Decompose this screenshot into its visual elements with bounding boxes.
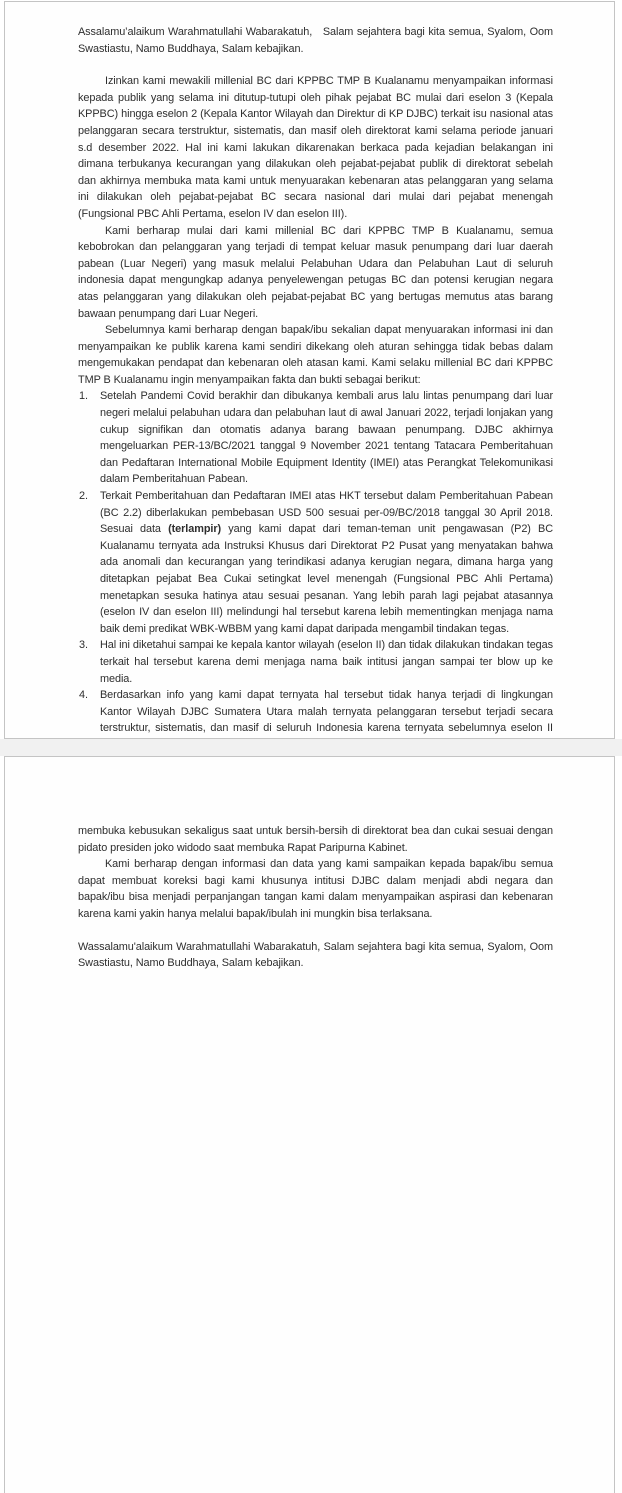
- list-item-3-number: 3.: [79, 639, 88, 652]
- hope-paragraph: Kami berharap mulai dari kami millenial BC dari KPPBC TMP B Kualanamu, semua kebobrokan dan pelanggaran yang terjadi di tempat keluar masuk penumpang dari luar daerah pabean (Luar Negeri) yang masuk melalui Pelabuhan Udara dan Pelabuhan Laut di seluruh indonesia dapat mengungkap adanya penyelewengan petugas BC dan potensi kerugian negara atas pelanggaran yang dilakukan oleh pejabat-pejabat BC yang bertugas memutus atas barang bawaan penumpang dari Luar Negeri.: [78, 224, 553, 320]
- terlampir-bold-text: (terlampir): [168, 523, 222, 536]
- list-item-1-number: 1.: [79, 390, 88, 403]
- closing-salutation-paragraph: Wassalamu'alaikum Warahmatullahi Wabarakatuh, Salam sejahtera bagi kita semua, Syalom, Oom Swastiastu, Namo Buddhaya, Salam kebajikan.: [78, 940, 553, 970]
- list-item-2-text-after: yang kami dapat dari teman-teman unit pengawasan (P2) BC Kualanamu ternyata ada Instruksi Khusus dari Direktorat P2 Pusat yang menyatakan bahwa ada anomali dan kecurangan yang terindikasi adanya kerugian negara, dimana harga yang ditetapkan pejabat Bea Cukai setingkat level menengah (Fungsional PBC Ahli Pertama) menetapkan sesuka hatinya atau sesuai pesanan. Yang lebih parah lagi pejabat atasannya (eselon IV dan eselon III) melindungi hal tersebut karena lebih mementingkan menjaga nama baik demi predikat WBK-WBBM yang kami dapat daripada mengambil tindakan tegas.: [100, 523, 554, 635]
- page-gap: [0, 739, 622, 756]
- document-page-2: [4, 756, 615, 1493]
- document-page-1: [4, 1, 615, 739]
- intro-paragraph: Izinkan kami mewakili millenial BC dari KPPBC TMP B Kualanamu menyampaikan informasi kepada publik yang selama ini ditutup-tutupi oleh pihak pejabat BC mulai dari eselon 3 (Kepala KPPBC) hingga eselon 2 (Kepala Kantor Wilayah dan Direktur di KP DJBC) terkait isu nasional atas pelanggaran secara terstruktur, sistematis, dan masif oleh direktorat kami selama periode januari s.d desember 2022. Hal ini kami lakukan dikarenakan berkaca pada kejadian belakangan ini dimana terbukanya kecurangan yang dilakukan oleh pejabat-pejabat publik di direktorat sebelah dan akhirnya membuka mata kami untuk menyuarakan kebenaran atas pelanggaran yang selama ini dilakukan oleh pejabat-pejabat BC secara nasional dari mulai dari pejabat menengah (Fungsional PBC Ahli Pertama, eselon IV dan eselon III).: [78, 75, 553, 220]
- list-item-2: [78, 488, 553, 637]
- list-item-2-number: 2.: [79, 490, 88, 503]
- continuation-paragraph: membuka kebusukan sekaligus saat untuk bersih-bersih di direktorat bea dan cukai sesuai dengan pidato presiden joko widodo saat membuka Rapat Paripurna Kabinet.: [78, 825, 553, 854]
- closing-hope-paragraph: Kami berharap dengan informasi dan data yang kami sampaikan kepada bapak/ibu semua dapat membuat koreksi bagi kami khusunya intitusi DJBC dalam menjadi abdi negara dan bapak/ibu bisa menjadi perpanjangan tangan kami dalam menyampaikan aspirasi dan kebenaran karena kami yakin hanya melalui bapak/ibulah ini mungkin bisa terlaksana.: [78, 858, 553, 920]
- list-item-1: [78, 388, 553, 488]
- salutation-paragraph: Assalamu’alaikum Warahmatullahi Wabarakatuh, Salam sejahtera bagi kita semua, Syalom, Oom Swastiastu, Namo Buddhaya, Salam kebajikan.: [78, 26, 553, 55]
- list-item-4-number: 4.: [79, 689, 88, 702]
- list-item-3-text: Hal ini diketahui sampai ke kepala kantor wilayah (eselon II) dan tidak dilakukan tindakan tegas terkait hal tersebut karena demi menjaga nama baik intitusi jangan sampai ter blow up ke media.: [100, 639, 553, 685]
- list-item-2-text-before: Terkait Pemberitahuan dan Pedaftaran IMEI atas HKT tersebut dalam Pemberitahuan Pabean (BC 2.2) diberlakukan pembebasan USD 500 sesuai per-09/BC/2018 tanggal 30 April 2018. Sesuai data: [100, 490, 553, 536]
- list-item-4-text: Berdasarkan info yang kami dapat ternyata hal tersebut tidak hanya terjadi di lingkungan Kantor Wilayah DJBC Sumatera Utara malah ternyata pelanggaran tersebut terjadi secara terstruktur, sistematis, dan masif di seluruh Indonesia karena ternyata sebelumnya eselon II: [100, 689, 553, 735]
- list-item-3: [78, 637, 553, 687]
- preface-paragraph: Sebelumnya kami berharap dengan bapak/ibu sekalian dapat menyuarakan informasi ini dan menyampaikan ke publik karena kami sendiri dikekang oleh aturan sehingga tidak bebas dalam mengemukakan pendapat dan kebenaran oleh atasan kami. Kami selaku millenial BC dari KPPBC TMP B Kualanamu ingin menyampaikan fakta dan bukti sebagai berikut:: [78, 324, 553, 386]
- list-item-1-text: Setelah Pandemi Covid berakhir dan dibukanya kembali arus lalu lintas penumpang dari luar negeri melalui pelabuhan udara dan pelabuhan laut di awal Januari 2022, terjadi lonjakan yang cukup signifikan dan otomatis adanya barang bawaan penumpang. DJBC akhirnya mengeluarkan PER-13/BC/2021 tanggal 9 November 2021 tentang Tatacara Pemberitahuan dan Pedaftaran International Mobile Equipment Identity (IMEI) atas Perangkat Telekomunikasi dalam Pemberitahuan Pabean.: [100, 390, 553, 486]
